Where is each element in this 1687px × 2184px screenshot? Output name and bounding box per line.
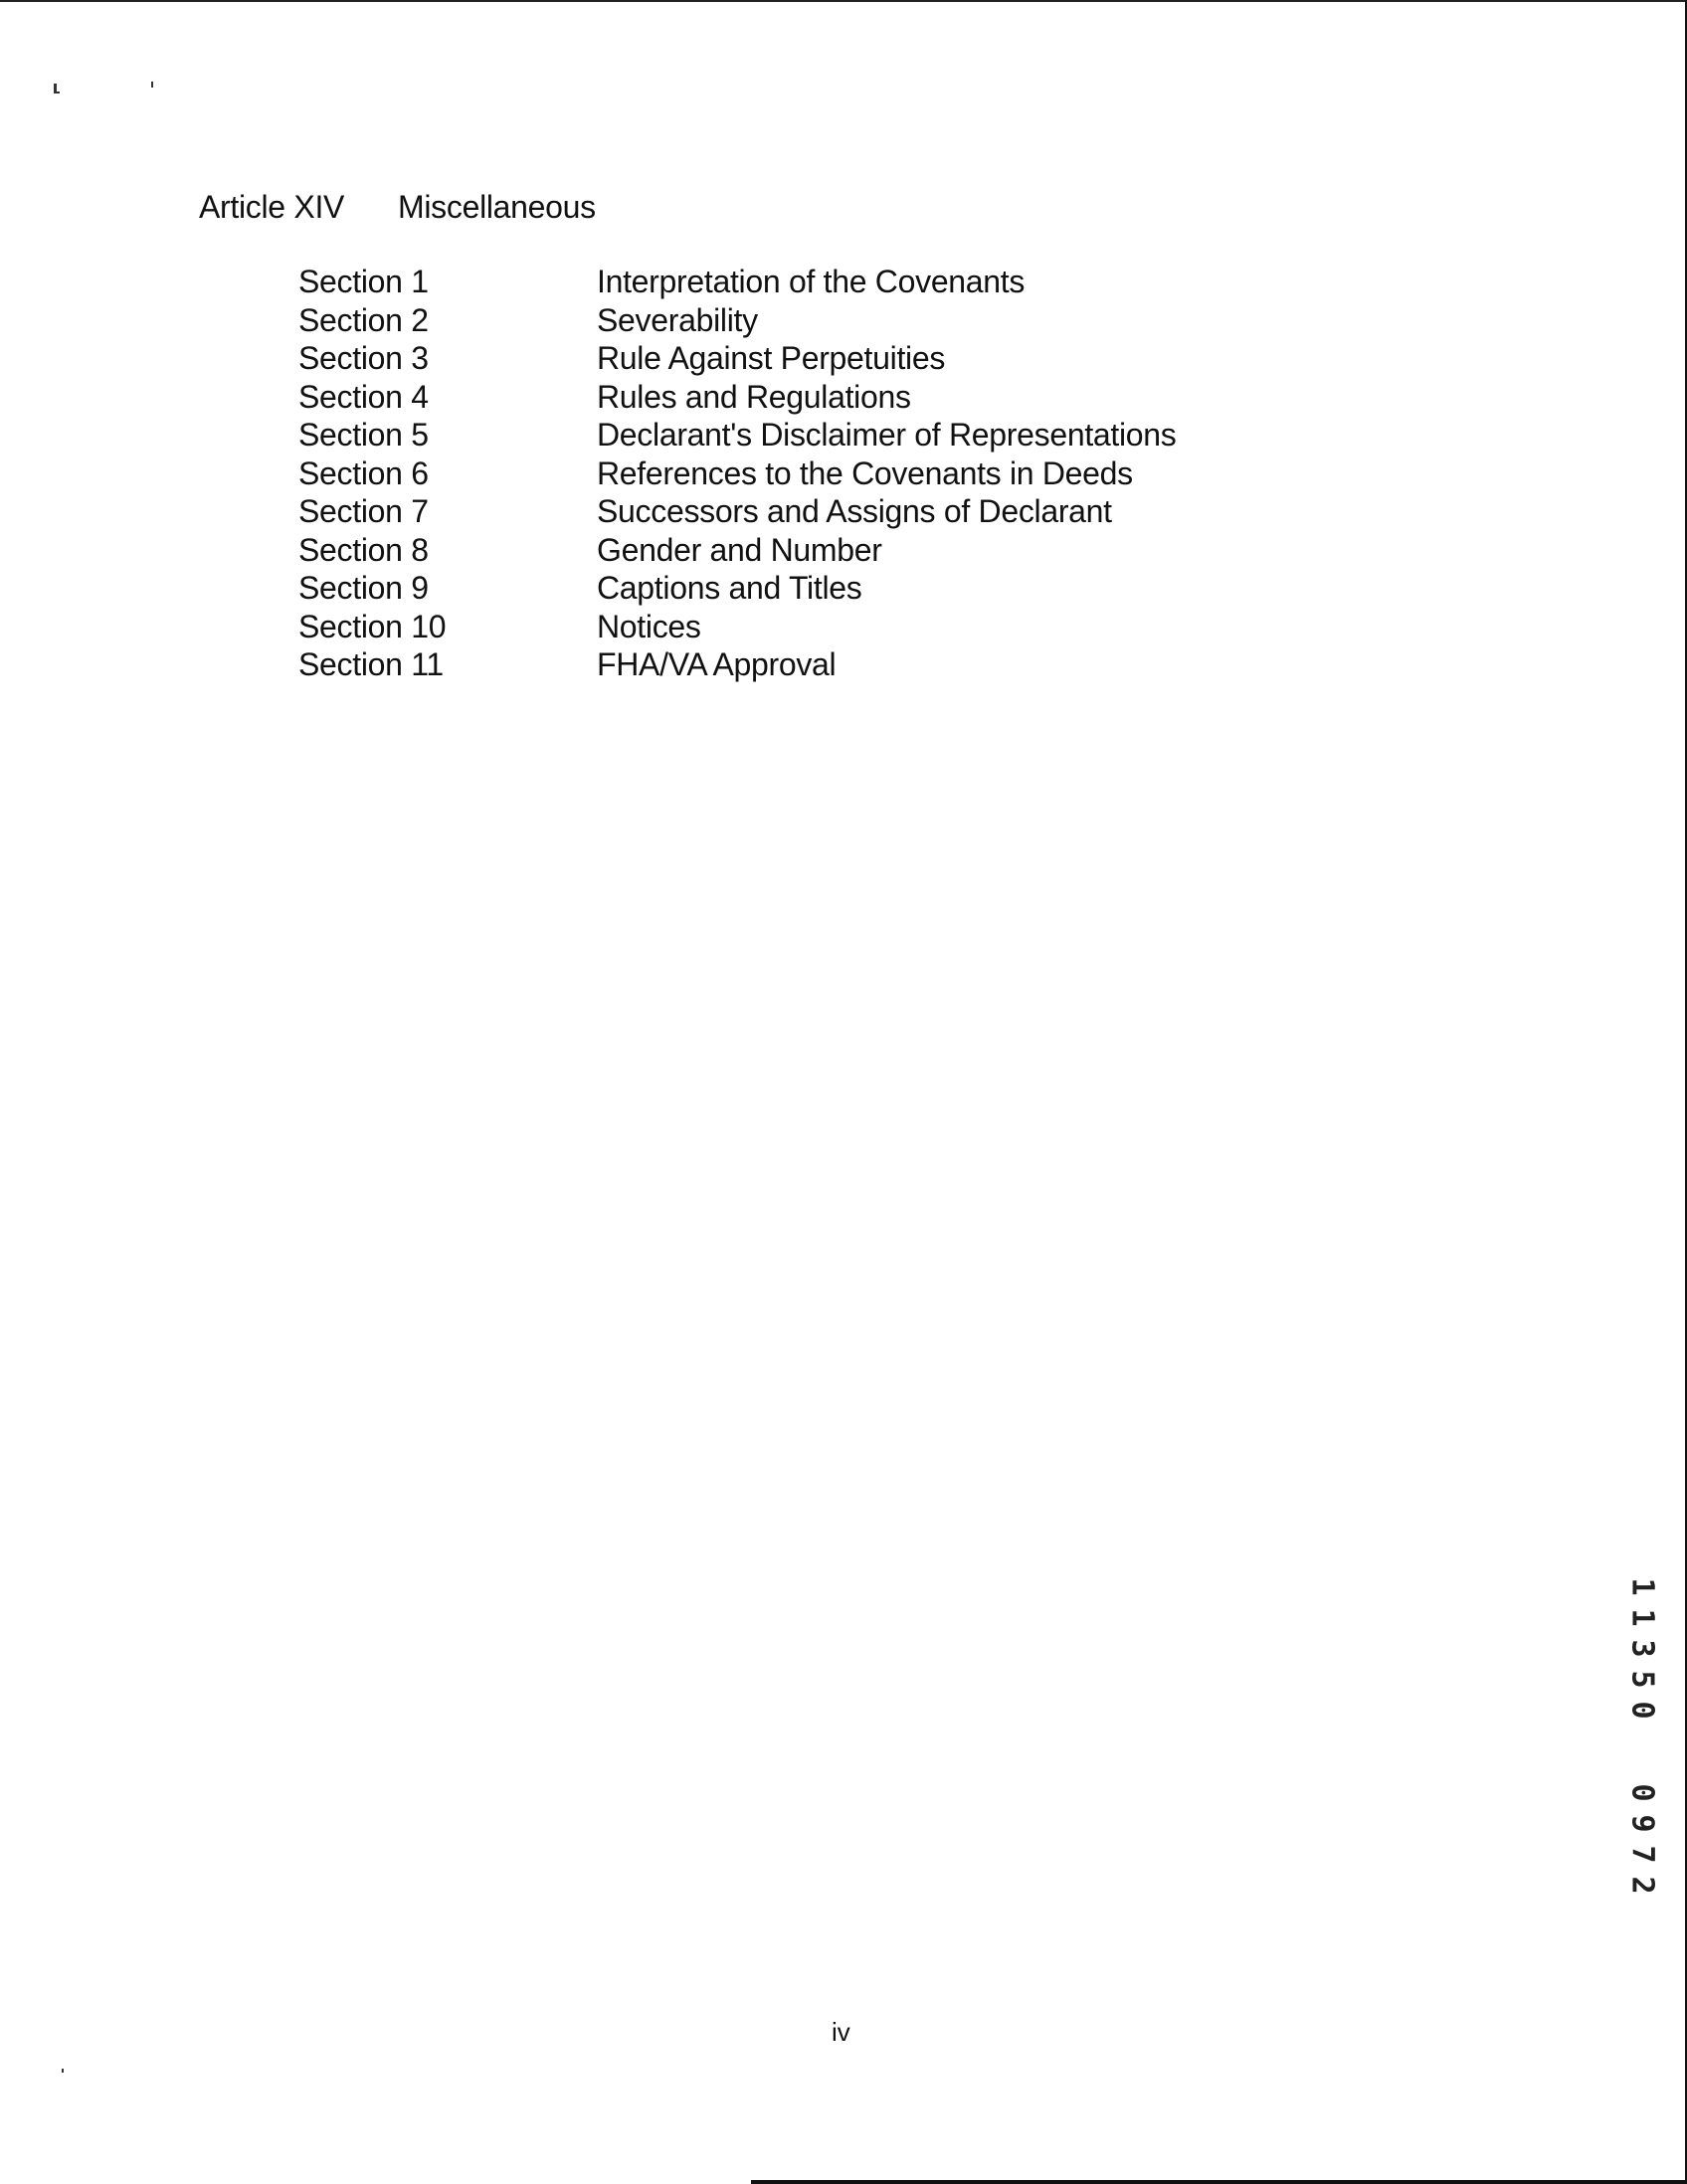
- stamp-digit: 3: [1624, 1639, 1660, 1658]
- section-row: [298, 301, 1177, 340]
- section-label: Section 10: [298, 608, 447, 644]
- scan-speck: [151, 82, 153, 88]
- section-list: [298, 263, 1177, 684]
- section-label: Section 4: [298, 378, 429, 415]
- section-row: [298, 378, 1177, 417]
- stamp-group-2: [1624, 1777, 1660, 1901]
- section-title: FHA/VA Approval: [597, 646, 837, 682]
- section-title: References to the Covenants in Deeds: [597, 455, 1133, 491]
- section-row: [298, 339, 1177, 378]
- section-label: Section 9: [298, 570, 429, 606]
- stamp-digit: 0: [1624, 1783, 1660, 1802]
- stamp-digit: 9: [1624, 1814, 1660, 1833]
- stamp-digit: 1: [1624, 1577, 1660, 1596]
- section-title: Interpretation of the Covenants: [597, 264, 1026, 299]
- section-row: [298, 608, 1177, 646]
- article-title: Miscellaneous: [398, 189, 596, 225]
- section-title: Declarant's Disclaimer of Representations: [597, 417, 1177, 453]
- stamp-gap: [1627, 1726, 1657, 1777]
- section-row: [298, 416, 1177, 455]
- stamp-digit: 2: [1624, 1876, 1660, 1895]
- stamp-digit: 7: [1624, 1845, 1660, 1864]
- section-title: Gender and Number: [597, 531, 882, 568]
- section-label: Section 3: [298, 340, 429, 376]
- article-heading: [199, 189, 596, 226]
- scan-border-top: [0, 0, 1687, 2]
- section-label: Section 7: [298, 493, 429, 529]
- scan-border-bottom: [751, 2180, 1687, 2184]
- recording-stamp: [1624, 1571, 1660, 1901]
- section-label: Section 5: [298, 417, 429, 453]
- section-row: [298, 569, 1177, 608]
- section-row: [298, 263, 1177, 301]
- section-row: [298, 645, 1177, 684]
- section-title: Rules and Regulations: [597, 378, 911, 415]
- scan-speck: [54, 84, 57, 91]
- page-number: iv: [832, 2017, 850, 2047]
- section-label: Section 1: [298, 264, 429, 299]
- article-number: Article XIV: [199, 189, 345, 225]
- section-row: [298, 531, 1177, 570]
- section-label: Section 2: [298, 301, 429, 338]
- section-label: Section 8: [298, 531, 429, 568]
- stamp-digit: 0: [1624, 1701, 1660, 1720]
- section-label: Section 11: [298, 646, 444, 682]
- section-row: [298, 492, 1177, 531]
- scan-speck: [54, 91, 60, 93]
- section-title: Captions and Titles: [597, 570, 862, 606]
- section-row: [298, 455, 1177, 493]
- section-title: Successors and Assigns of Declarant: [597, 493, 1112, 529]
- stamp-digit: 1: [1624, 1608, 1660, 1627]
- scan-speck: [62, 2069, 64, 2073]
- section-title: Severability: [597, 301, 758, 338]
- stamp-group-1: [1624, 1571, 1660, 1726]
- stamp-digit: 5: [1624, 1670, 1660, 1689]
- section-title: Rule Against Perpetuities: [597, 340, 946, 376]
- section-label: Section 6: [298, 455, 429, 491]
- section-title: Notices: [597, 608, 701, 644]
